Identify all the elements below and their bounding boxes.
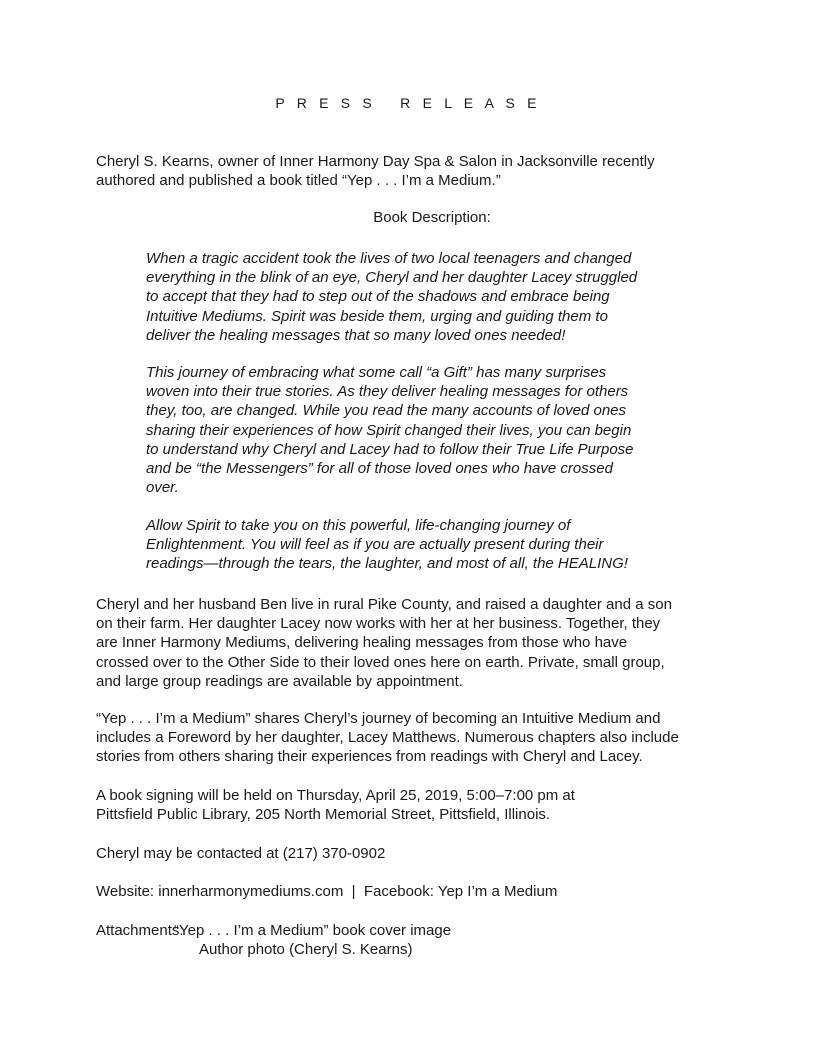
intro-paragraph [96, 152, 736, 190]
family-line: Cheryl and her husband Ben live in rural Pike County, and raised a daughter and a son [96, 596, 672, 613]
book-line: stories from others sharing their experiences from readings with Cheryl and Lacey. [96, 748, 643, 766]
book-line: includes a Foreword by her daughter, Lacey Matthews. Numerous chapters also include [96, 729, 679, 747]
description-line: everything in the blink of an eye, Cheryl and her daughter Lacey struggled [146, 269, 638, 287]
description-line: woven into their true stories. As they deliver healing messages for others [146, 383, 629, 401]
signing-paragraph [96, 786, 736, 824]
description-line: Intuitive Mediums. Spirit was beside them, urging and guiding them to [146, 307, 608, 325]
description-line: over. [146, 479, 179, 497]
family-line: crossed over to the Other Side to their loved ones here on earth. Private, small group, [96, 653, 665, 671]
attachments-label: Attachments: [96, 922, 184, 939]
page-title: P R E S S R E L E A S E [275, 95, 541, 111]
description-line: sharing their experiences of how Spirit changed their lives, you can begin [146, 421, 632, 439]
signing-line: A book signing will be held on Thursday, April 25, 2019, 5:00–7:00 pm at [96, 787, 575, 804]
family-line: on their farm. Her daughter Lacey now works with her at her business. Together, they [96, 615, 661, 633]
description-line: to accept that they had to step out of the shadows and embrace being [146, 288, 610, 306]
description-line: and be “the Messengers” for all of those loved ones who have crossed [146, 460, 613, 478]
description-line: they, too, are changed. While you read the many accounts of loved ones [146, 402, 627, 420]
intro-line: authored and published a book titled “Yep . . . I’m a Medium.” [96, 172, 501, 190]
description-heading: Book Description: [373, 209, 491, 226]
description-line: deliver the healing messages that so many loved ones needed! [146, 326, 566, 344]
intro-line: Cheryl S. Kearns, owner of Inner Harmony Day Spa & Salon in Jacksonville recently [96, 153, 655, 170]
website-line: Website: innerharmonymediums.com | Facebook: Yep I’m a Medium [96, 883, 558, 900]
description-paragraph-1 [146, 249, 706, 345]
description-line: This journey of embracing what some call “a Gift” has many surprises [146, 364, 607, 381]
family-paragraph [96, 595, 736, 691]
attachment-item: “Yep . . . I’m a Medium” book cover image [174, 922, 452, 939]
description-line: Enlightenment. You will feel as if you are actually present during their [146, 536, 604, 554]
book-paragraph [96, 709, 736, 767]
family-line: and large group readings are available by appointment. [96, 672, 463, 690]
description-paragraph-3 [146, 516, 706, 574]
family-line: are Inner Harmony Mediums, delivering healing messages from those who have [96, 634, 628, 652]
book-line: “Yep . . . I’m a Medium” shares Cheryl’s journey of becoming an Intuitive Medium and [96, 710, 661, 727]
description-line: When a tragic accident took the lives of two local teenagers and changed [146, 250, 632, 267]
description-paragraph-2 [146, 363, 706, 497]
description-line: Allow Spirit to take you on this powerful, life-changing journey of [146, 517, 571, 534]
description-line: readings—through the tears, the laughter, and most of all, the HEALING! [146, 555, 628, 573]
contact-line: Cheryl may be contacted at (217) 370-0902 [96, 845, 386, 862]
attachment-item: Author photo (Cheryl S. Kearns) [199, 941, 413, 958]
description-line: to understand why Cheryl and Lacey had to follow their True Life Purpose [146, 440, 634, 458]
signing-line: Pittsfield Public Library, 205 North Memorial Street, Pittsfield, Illinois. [96, 806, 551, 824]
